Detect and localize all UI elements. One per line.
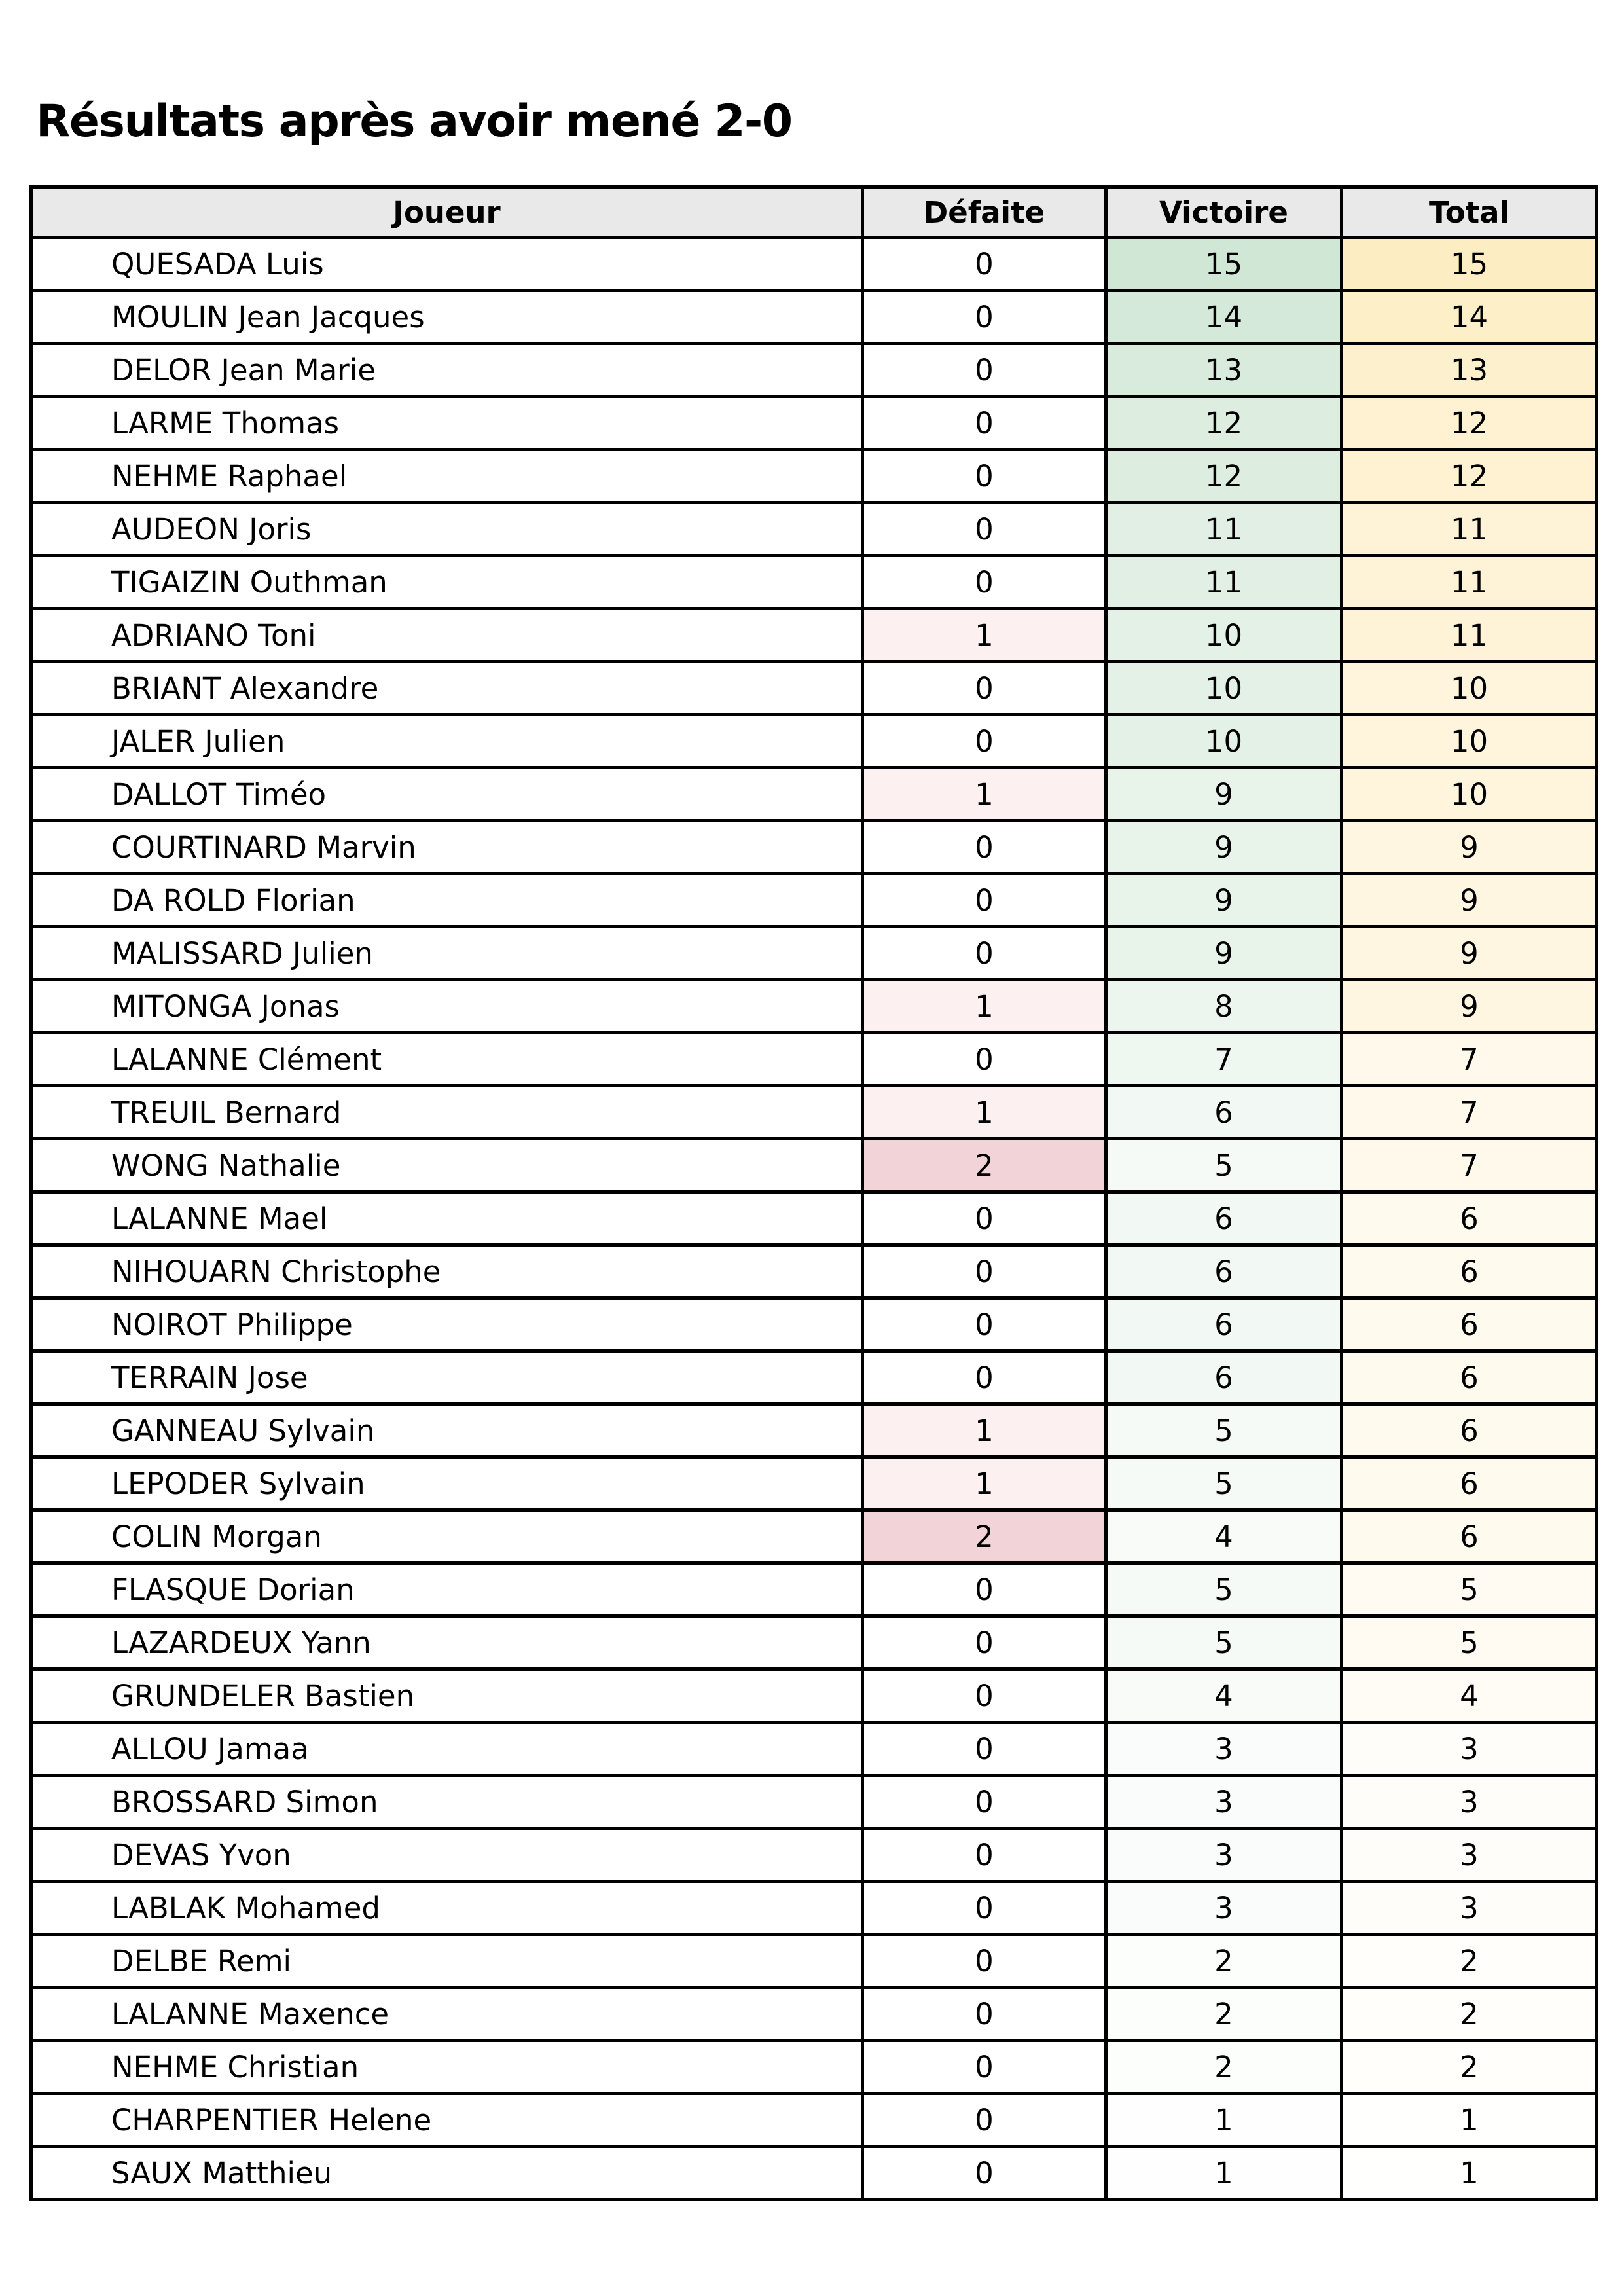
table-row bbox=[31, 874, 1597, 927]
total-count: 2 bbox=[1342, 1988, 1597, 2041]
total-count: 7 bbox=[1342, 1033, 1597, 1086]
victory-count: 6 bbox=[1106, 1086, 1342, 1139]
table-row bbox=[31, 450, 1597, 503]
defeat-count: 0 bbox=[863, 874, 1106, 927]
total-count: 6 bbox=[1342, 1245, 1597, 1298]
victory-count: 7 bbox=[1106, 1033, 1342, 1086]
total-count: 6 bbox=[1342, 1351, 1597, 1404]
table-row bbox=[31, 662, 1597, 715]
total-count: 14 bbox=[1342, 291, 1597, 344]
table-row bbox=[31, 1563, 1597, 1616]
player-name: LEPODER Sylvain bbox=[31, 1457, 863, 1510]
defeat-count: 1 bbox=[863, 768, 1106, 821]
table-row bbox=[31, 1086, 1597, 1139]
player-name: GRUNDELER Bastien bbox=[31, 1669, 863, 1722]
total-count: 6 bbox=[1342, 1192, 1597, 1245]
victory-count: 5 bbox=[1106, 1457, 1342, 1510]
defeat-count: 0 bbox=[863, 503, 1106, 556]
player-name: LABLAK Mohamed bbox=[31, 1882, 863, 1935]
defeat-count: 0 bbox=[863, 927, 1106, 980]
total-count: 3 bbox=[1342, 1722, 1597, 1776]
victory-count: 15 bbox=[1106, 238, 1342, 291]
defeat-count: 2 bbox=[863, 1510, 1106, 1563]
total-count: 5 bbox=[1342, 1616, 1597, 1669]
victory-count: 12 bbox=[1106, 450, 1342, 503]
results-table bbox=[29, 185, 1598, 2201]
player-name: LALANNE Maxence bbox=[31, 1988, 863, 2041]
player-name: COLIN Morgan bbox=[31, 1510, 863, 1563]
defeat-count: 0 bbox=[863, 1935, 1106, 1988]
victory-count: 3 bbox=[1106, 1882, 1342, 1935]
victory-count: 3 bbox=[1106, 1829, 1342, 1882]
total-count: 6 bbox=[1342, 1457, 1597, 1510]
victory-count: 4 bbox=[1106, 1510, 1342, 1563]
total-count: 13 bbox=[1342, 344, 1597, 397]
victory-count: 9 bbox=[1106, 927, 1342, 980]
player-name: TREUIL Bernard bbox=[31, 1086, 863, 1139]
column-header-joueur: Joueur bbox=[31, 187, 863, 238]
defeat-count: 0 bbox=[863, 344, 1106, 397]
defeat-count: 0 bbox=[863, 238, 1106, 291]
victory-count: 5 bbox=[1106, 1139, 1342, 1192]
victory-count: 2 bbox=[1106, 2041, 1342, 2094]
player-name: DELBE Remi bbox=[31, 1935, 863, 1988]
victory-count: 13 bbox=[1106, 344, 1342, 397]
player-name: FLASQUE Dorian bbox=[31, 1563, 863, 1616]
table-row bbox=[31, 1298, 1597, 1351]
defeat-count: 0 bbox=[863, 1829, 1106, 1882]
defeat-count: 0 bbox=[863, 1669, 1106, 1722]
victory-count: 11 bbox=[1106, 503, 1342, 556]
results-tbody bbox=[31, 238, 1597, 2200]
table-row bbox=[31, 503, 1597, 556]
player-name: BROSSARD Simon bbox=[31, 1776, 863, 1829]
total-count: 2 bbox=[1342, 2041, 1597, 2094]
total-count: 11 bbox=[1342, 609, 1597, 662]
header-row bbox=[31, 187, 1597, 238]
total-count: 3 bbox=[1342, 1882, 1597, 1935]
victory-count: 3 bbox=[1106, 1722, 1342, 1776]
table-row bbox=[31, 1404, 1597, 1457]
total-count: 7 bbox=[1342, 1139, 1597, 1192]
victory-count: 12 bbox=[1106, 397, 1342, 450]
victory-count: 5 bbox=[1106, 1563, 1342, 1616]
player-name: TERRAIN Jose bbox=[31, 1351, 863, 1404]
table-row bbox=[31, 397, 1597, 450]
total-count: 6 bbox=[1342, 1510, 1597, 1563]
total-count: 9 bbox=[1342, 821, 1597, 874]
total-count: 12 bbox=[1342, 397, 1597, 450]
player-name: CHARPENTIER Helene bbox=[31, 2094, 863, 2147]
player-name: LARME Thomas bbox=[31, 397, 863, 450]
table-row bbox=[31, 1722, 1597, 1776]
total-count: 9 bbox=[1342, 980, 1597, 1033]
total-count: 5 bbox=[1342, 1563, 1597, 1616]
player-name: GANNEAU Sylvain bbox=[31, 1404, 863, 1457]
defeat-count: 0 bbox=[863, 1563, 1106, 1616]
results-table-header bbox=[31, 187, 1597, 238]
player-name: DELOR Jean Marie bbox=[31, 344, 863, 397]
page-title: Résultats après avoir mené 2-0 bbox=[36, 95, 792, 147]
defeat-count: 0 bbox=[863, 450, 1106, 503]
total-count: 3 bbox=[1342, 1776, 1597, 1829]
victory-count: 3 bbox=[1106, 1776, 1342, 1829]
victory-count: 5 bbox=[1106, 1616, 1342, 1669]
player-name: AUDEON Joris bbox=[31, 503, 863, 556]
table-row bbox=[31, 2041, 1597, 2094]
table-row bbox=[31, 556, 1597, 609]
defeat-count: 1 bbox=[863, 1086, 1106, 1139]
player-name: ADRIANO Toni bbox=[31, 609, 863, 662]
player-name: NEHME Christian bbox=[31, 2041, 863, 2094]
victory-count: 11 bbox=[1106, 556, 1342, 609]
defeat-count: 0 bbox=[863, 1616, 1106, 1669]
table-row bbox=[31, 609, 1597, 662]
player-name: DA ROLD Florian bbox=[31, 874, 863, 927]
defeat-count: 0 bbox=[863, 556, 1106, 609]
defeat-count: 0 bbox=[863, 1988, 1106, 2041]
player-name: LAZARDEUX Yann bbox=[31, 1616, 863, 1669]
table-row bbox=[31, 1776, 1597, 1829]
defeat-count: 0 bbox=[863, 1298, 1106, 1351]
total-count: 6 bbox=[1342, 1404, 1597, 1457]
player-name: TIGAIZIN Outhman bbox=[31, 556, 863, 609]
table-row bbox=[31, 1192, 1597, 1245]
victory-count: 10 bbox=[1106, 662, 1342, 715]
column-header-victoire: Victoire bbox=[1106, 187, 1342, 238]
table-row bbox=[31, 1882, 1597, 1935]
victory-count: 6 bbox=[1106, 1192, 1342, 1245]
player-name: SAUX Matthieu bbox=[31, 2147, 863, 2200]
player-name: NEHME Raphael bbox=[31, 450, 863, 503]
player-name: NOIROT Philippe bbox=[31, 1298, 863, 1351]
defeat-count: 0 bbox=[863, 397, 1106, 450]
table-row bbox=[31, 1139, 1597, 1192]
victory-count: 2 bbox=[1106, 1935, 1342, 1988]
player-name: MOULIN Jean Jacques bbox=[31, 291, 863, 344]
victory-count: 1 bbox=[1106, 2094, 1342, 2147]
table-row bbox=[31, 1245, 1597, 1298]
player-name: WONG Nathalie bbox=[31, 1139, 863, 1192]
defeat-count: 0 bbox=[863, 1351, 1106, 1404]
defeat-count: 1 bbox=[863, 980, 1106, 1033]
total-count: 9 bbox=[1342, 927, 1597, 980]
table-row bbox=[31, 980, 1597, 1033]
table-row bbox=[31, 1351, 1597, 1404]
table-row bbox=[31, 1033, 1597, 1086]
victory-count: 9 bbox=[1106, 874, 1342, 927]
table-row bbox=[31, 344, 1597, 397]
victory-count: 6 bbox=[1106, 1298, 1342, 1351]
victory-count: 10 bbox=[1106, 715, 1342, 768]
table-row bbox=[31, 715, 1597, 768]
table-row bbox=[31, 1616, 1597, 1669]
defeat-count: 0 bbox=[863, 1882, 1106, 1935]
victory-count: 1 bbox=[1106, 2147, 1342, 2200]
table-row bbox=[31, 291, 1597, 344]
victory-count: 6 bbox=[1106, 1351, 1342, 1404]
victory-count: 14 bbox=[1106, 291, 1342, 344]
defeat-count: 0 bbox=[863, 2094, 1106, 2147]
total-count: 11 bbox=[1342, 503, 1597, 556]
defeat-count: 0 bbox=[863, 1033, 1106, 1086]
player-name: JALER Julien bbox=[31, 715, 863, 768]
defeat-count: 1 bbox=[863, 1457, 1106, 1510]
defeat-count: 0 bbox=[863, 662, 1106, 715]
defeat-count: 0 bbox=[863, 1192, 1106, 1245]
total-count: 15 bbox=[1342, 238, 1597, 291]
table-row bbox=[31, 1457, 1597, 1510]
player-name: MALISSARD Julien bbox=[31, 927, 863, 980]
total-count: 7 bbox=[1342, 1086, 1597, 1139]
player-name: MITONGA Jonas bbox=[31, 980, 863, 1033]
total-count: 1 bbox=[1342, 2094, 1597, 2147]
table-row bbox=[31, 1988, 1597, 2041]
table-row bbox=[31, 927, 1597, 980]
victory-count: 9 bbox=[1106, 821, 1342, 874]
total-count: 9 bbox=[1342, 874, 1597, 927]
defeat-count: 2 bbox=[863, 1139, 1106, 1192]
total-count: 1 bbox=[1342, 2147, 1597, 2200]
total-count: 10 bbox=[1342, 768, 1597, 821]
column-header-defaite: Défaite bbox=[863, 187, 1106, 238]
total-count: 4 bbox=[1342, 1669, 1597, 1722]
player-name: QUESADA Luis bbox=[31, 238, 863, 291]
table-row bbox=[31, 1829, 1597, 1882]
victory-count: 2 bbox=[1106, 1988, 1342, 2041]
defeat-count: 0 bbox=[863, 1722, 1106, 1776]
defeat-count: 0 bbox=[863, 1245, 1106, 1298]
column-header-total: Total bbox=[1342, 187, 1597, 238]
table-row bbox=[31, 2147, 1597, 2200]
victory-count: 8 bbox=[1106, 980, 1342, 1033]
total-count: 6 bbox=[1342, 1298, 1597, 1351]
table-row bbox=[31, 821, 1597, 874]
defeat-count: 0 bbox=[863, 715, 1106, 768]
defeat-count: 1 bbox=[863, 609, 1106, 662]
total-count: 10 bbox=[1342, 715, 1597, 768]
defeat-count: 1 bbox=[863, 1404, 1106, 1457]
table-row bbox=[31, 2094, 1597, 2147]
defeat-count: 0 bbox=[863, 1776, 1106, 1829]
total-count: 12 bbox=[1342, 450, 1597, 503]
defeat-count: 0 bbox=[863, 2147, 1106, 2200]
victory-count: 10 bbox=[1106, 609, 1342, 662]
table-row bbox=[31, 1669, 1597, 1722]
player-name: NIHOUARN Christophe bbox=[31, 1245, 863, 1298]
player-name: LALANNE Clément bbox=[31, 1033, 863, 1086]
victory-count: 4 bbox=[1106, 1669, 1342, 1722]
total-count: 3 bbox=[1342, 1829, 1597, 1882]
player-name: COURTINARD Marvin bbox=[31, 821, 863, 874]
defeat-count: 0 bbox=[863, 2041, 1106, 2094]
player-name: BRIANT Alexandre bbox=[31, 662, 863, 715]
total-count: 11 bbox=[1342, 556, 1597, 609]
total-count: 10 bbox=[1342, 662, 1597, 715]
table-row bbox=[31, 1935, 1597, 1988]
victory-count: 5 bbox=[1106, 1404, 1342, 1457]
table-row bbox=[31, 238, 1597, 291]
player-name: ALLOU Jamaa bbox=[31, 1722, 863, 1776]
player-name: DALLOT Timéo bbox=[31, 768, 863, 821]
total-count: 2 bbox=[1342, 1935, 1597, 1988]
defeat-count: 0 bbox=[863, 291, 1106, 344]
victory-count: 6 bbox=[1106, 1245, 1342, 1298]
player-name: DEVAS Yvon bbox=[31, 1829, 863, 1882]
victory-count: 9 bbox=[1106, 768, 1342, 821]
table-row bbox=[31, 1510, 1597, 1563]
table-row bbox=[31, 768, 1597, 821]
defeat-count: 0 bbox=[863, 821, 1106, 874]
player-name: LALANNE Mael bbox=[31, 1192, 863, 1245]
